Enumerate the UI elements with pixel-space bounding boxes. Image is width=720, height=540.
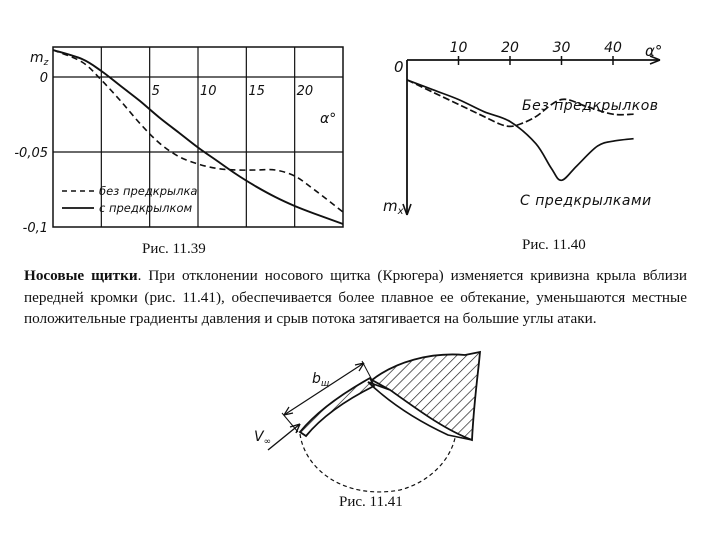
fig-11-40	[383, 40, 662, 217]
series-lines	[407, 80, 634, 180]
x-tick-label: 20	[501, 40, 519, 56]
origin-label: 0	[394, 58, 404, 76]
caption-fig-11-41: Рис. 11.41	[339, 494, 403, 510]
fig-11-39	[14, 47, 343, 236]
x-tick-label: 30	[552, 40, 571, 56]
label-with-slats: С предкрылками	[520, 193, 652, 209]
x-tick-label: 10	[200, 84, 217, 99]
paragraph-body: . При отклонении носового щитка (Крюгера) изменяется кривизна крыла вблизи передней кромки (рис. 11.41), обеспечивается более плавное ее обтекание, уменьшаются местные положительные градиенты давления и срыв потока затягивается на большие углы атаки.	[24, 267, 687, 327]
flap-chord-label: $b_щ$	[312, 371, 330, 389]
legend	[62, 184, 197, 215]
caption-fig-11-40: Рис. 11.40	[522, 237, 586, 253]
legend-label-without: без предкрылка	[99, 184, 198, 198]
x-tick-marks	[450, 40, 622, 65]
x-axis-label: α°	[320, 111, 337, 127]
series-with-slats	[407, 80, 634, 180]
label-without-slats: Без предкрылков	[522, 98, 659, 114]
legend-label-with: с предкрылком	[99, 201, 193, 215]
velocity-label: $V_\infty$	[254, 429, 272, 447]
x-tick-label: 15	[248, 84, 265, 99]
y-tick-label: 0	[39, 71, 48, 86]
body-paragraph	[24, 265, 687, 330]
x-tick-label: 20	[296, 84, 314, 99]
x-axis-label: α°	[645, 42, 663, 60]
paragraph-heading: Носовые щитки	[24, 267, 138, 284]
extension-line-2	[362, 361, 372, 380]
caption-fig-11-39: Рис. 11.39	[142, 241, 206, 257]
y-tick-label: -0,1	[22, 221, 48, 236]
y-tick-label: -0,05	[14, 146, 48, 161]
velocity-arrow	[268, 424, 300, 450]
x-tick-labels	[152, 84, 314, 99]
extension-line-1	[282, 413, 298, 432]
y-tick-labels	[14, 71, 48, 236]
x-tick-label: 40	[604, 40, 622, 56]
y-axis-label: $m_z$	[30, 50, 49, 68]
fig-11-41	[254, 352, 480, 492]
x-tick-label: 5	[151, 84, 160, 99]
flap-contour-retracted	[300, 434, 455, 492]
y-axis-label: $m_x$	[383, 197, 404, 217]
x-tick-label: 10	[449, 40, 468, 56]
